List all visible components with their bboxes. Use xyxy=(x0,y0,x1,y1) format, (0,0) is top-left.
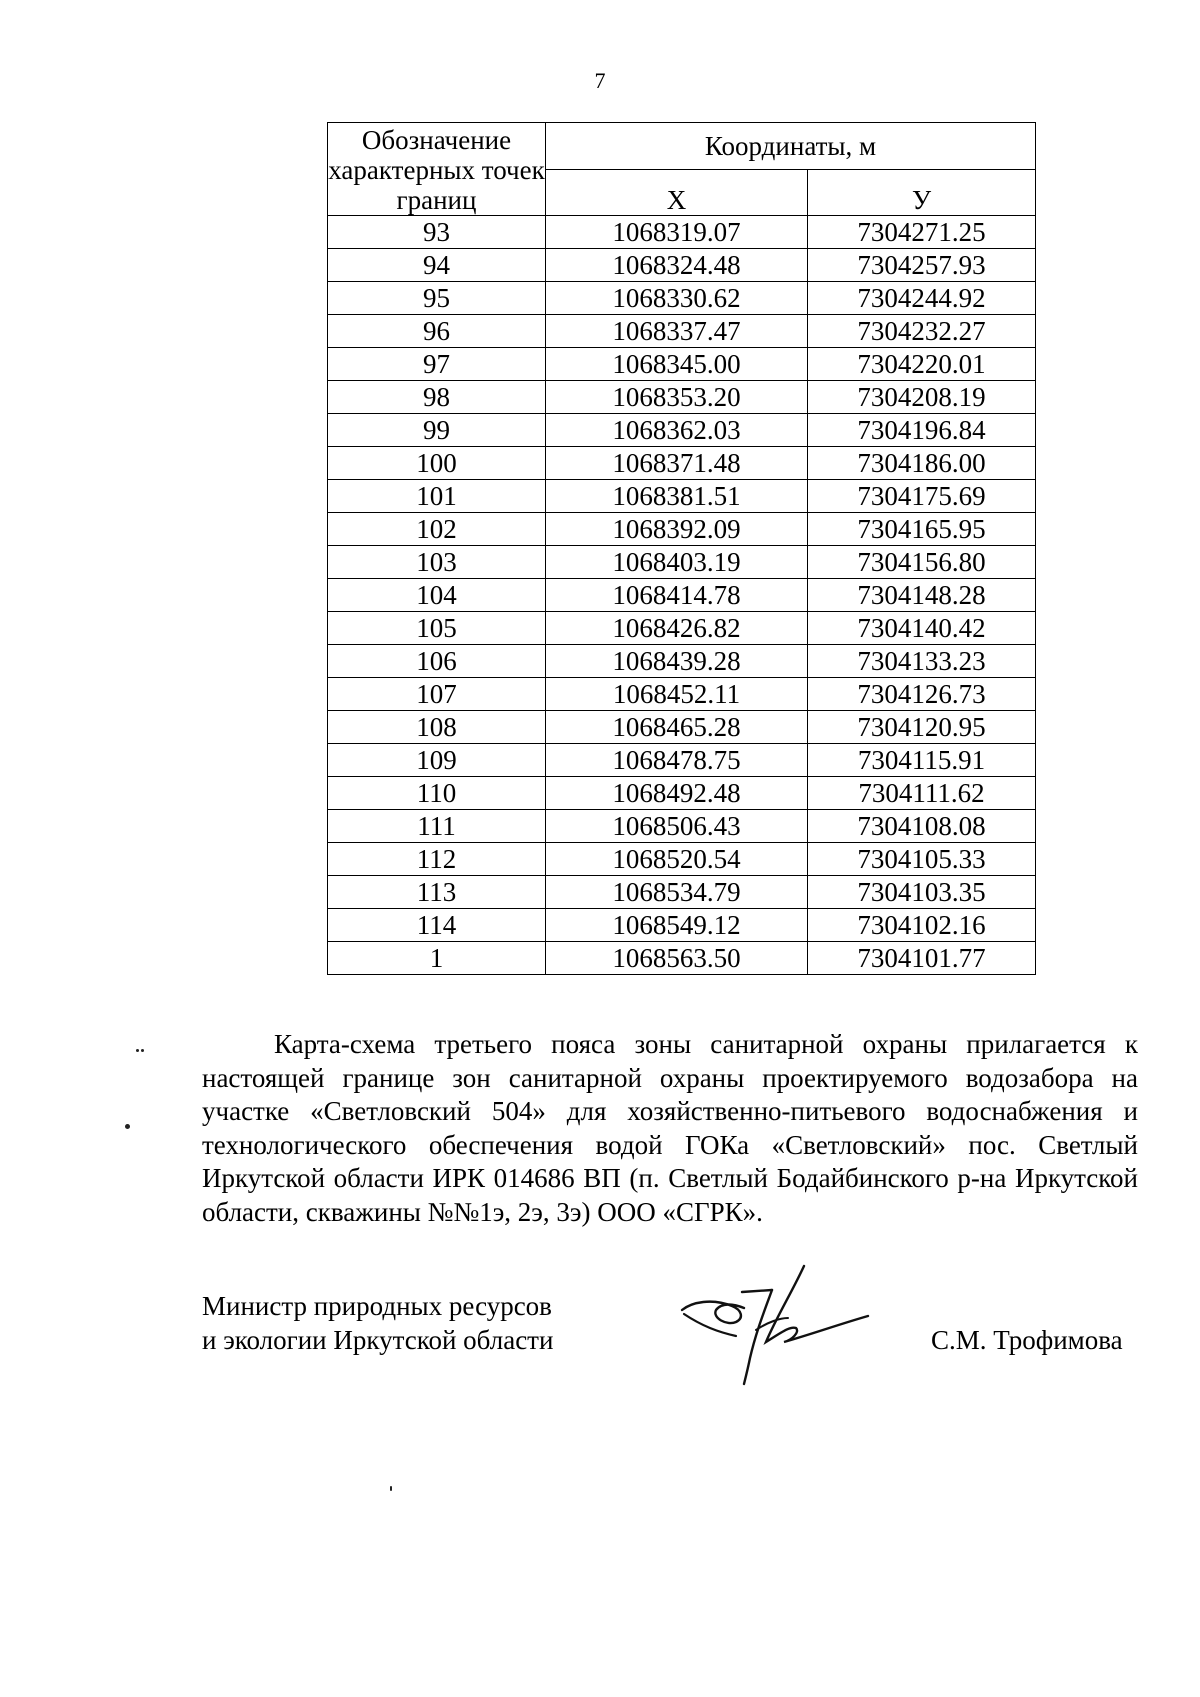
header-coordinates: Координаты, м xyxy=(546,123,1036,170)
table-row xyxy=(328,645,1036,678)
page-number: 7 xyxy=(594,68,606,93)
table-row xyxy=(328,249,1036,282)
cell-y: 7304148.28 xyxy=(808,579,1036,612)
cell-y: 7304196.84 xyxy=(808,414,1036,447)
cell-x: 1068439.28 xyxy=(546,645,808,678)
cell-x: 1068330.62 xyxy=(546,282,808,315)
cell-y: 7304102.16 xyxy=(808,909,1036,942)
body-paragraph: Карта-схема третьего пояса зоны санитарной охраны прилагается к настоящей границе зон санитарной охраны проектируемого водозабора на участке «Светловский 504» для хозяйственно-питьевого водоснабжения и технологического обеспечения водой ГОКа «Светловский» пос. Светлый Иркутской области ИРК 014686 ВП (п. Светлый Бодайбинского р-на Иркутской области, скважины №№1э, 2э, 3э) ООО «СГРК». xyxy=(202,1029,1138,1227)
cell-point: 96 xyxy=(328,315,546,348)
cell-x: 1068371.48 xyxy=(546,447,808,480)
cell-point: 95 xyxy=(328,282,546,315)
cell-point: 113 xyxy=(328,876,546,909)
table-row xyxy=(328,843,1036,876)
cell-point: 104 xyxy=(328,579,546,612)
coordinates-table xyxy=(327,122,1036,975)
table-row xyxy=(328,876,1036,909)
cell-y: 7304271.25 xyxy=(808,216,1036,249)
cell-point: 93 xyxy=(328,216,546,249)
cell-x: 1068492.48 xyxy=(546,777,808,810)
cell-y: 7304103.35 xyxy=(808,876,1036,909)
cell-x: 1068324.48 xyxy=(546,249,808,282)
cell-point: 108 xyxy=(328,711,546,744)
cell-point: 97 xyxy=(328,348,546,381)
cell-x: 1068506.43 xyxy=(546,810,808,843)
cell-point: 1 xyxy=(328,942,546,975)
table-row xyxy=(328,513,1036,546)
cell-y: 7304101.77 xyxy=(808,942,1036,975)
cell-point: 98 xyxy=(328,381,546,414)
table-row xyxy=(328,612,1036,645)
cell-point: 112 xyxy=(328,843,546,876)
table-row xyxy=(328,216,1036,249)
cell-point: 99 xyxy=(328,414,546,447)
table-row xyxy=(328,546,1036,579)
cell-x: 1068403.19 xyxy=(546,546,808,579)
table-row xyxy=(328,942,1036,975)
cell-y: 7304111.62 xyxy=(808,777,1036,810)
position-line-1: Министр природных ресурсов xyxy=(202,1291,552,1321)
cell-x: 1068392.09 xyxy=(546,513,808,546)
handwritten-signature xyxy=(672,1262,872,1388)
table-row xyxy=(328,315,1036,348)
cell-x: 1068337.47 xyxy=(546,315,808,348)
position-line-2: и экологии Иркутской области xyxy=(202,1324,554,1355)
cell-y: 7304175.69 xyxy=(808,480,1036,513)
cell-x: 1068426.82 xyxy=(546,612,808,645)
cell-point: 102 xyxy=(328,513,546,546)
cell-point: 114 xyxy=(328,909,546,942)
table-row xyxy=(328,909,1036,942)
table-row xyxy=(328,480,1036,513)
cell-x: 1068362.03 xyxy=(546,414,808,447)
cell-point: 110 xyxy=(328,777,546,810)
cell-y: 7304220.01 xyxy=(808,348,1036,381)
scan-speck xyxy=(390,1486,392,1491)
cell-x: 1068345.00 xyxy=(546,348,808,381)
cell-point: 109 xyxy=(328,744,546,777)
table-row xyxy=(328,282,1036,315)
cell-point: 105 xyxy=(328,612,546,645)
cell-x: 1068381.51 xyxy=(546,480,808,513)
table-row xyxy=(328,381,1036,414)
cell-y: 7304105.33 xyxy=(808,843,1036,876)
cell-y: 7304140.42 xyxy=(808,612,1036,645)
cell-x: 1068563.50 xyxy=(546,942,808,975)
scan-speck xyxy=(136,1049,139,1052)
table-row xyxy=(328,447,1036,480)
cell-x: 1068520.54 xyxy=(546,843,808,876)
scan-speck xyxy=(125,1124,130,1129)
cell-y: 7304186.00 xyxy=(808,447,1036,480)
cell-y: 7304115.91 xyxy=(808,744,1036,777)
cell-y: 7304108.08 xyxy=(808,810,1036,843)
cell-point: 106 xyxy=(328,645,546,678)
header-y: У xyxy=(808,169,1036,216)
cell-x: 1068478.75 xyxy=(546,744,808,777)
cell-y: 7304232.27 xyxy=(808,315,1036,348)
signatory-position xyxy=(202,1290,553,1357)
cell-x: 1068319.07 xyxy=(546,216,808,249)
table-row xyxy=(328,777,1036,810)
cell-y: 7304257.93 xyxy=(808,249,1036,282)
cell-y: 7304244.92 xyxy=(808,282,1036,315)
cell-x: 1068549.12 xyxy=(546,909,808,942)
cell-point: 111 xyxy=(328,810,546,843)
table-row xyxy=(328,414,1036,447)
cell-point: 94 xyxy=(328,249,546,282)
cell-x: 1068465.28 xyxy=(546,711,808,744)
table-row xyxy=(328,711,1036,744)
table-row xyxy=(328,579,1036,612)
cell-point: 101 xyxy=(328,480,546,513)
table-row xyxy=(328,678,1036,711)
cell-y: 7304133.23 xyxy=(808,645,1036,678)
cell-y: 7304165.95 xyxy=(808,513,1036,546)
cell-point: 107 xyxy=(328,678,546,711)
signatory-name: С.М. Трофимова xyxy=(931,1325,1123,1355)
cell-y: 7304120.95 xyxy=(808,711,1036,744)
table-row xyxy=(328,744,1036,777)
cell-x: 1068414.78 xyxy=(546,579,808,612)
table-row xyxy=(328,810,1036,843)
coordinates-table-body xyxy=(328,216,1036,975)
scan-speck xyxy=(141,1049,144,1052)
cell-y: 7304208.19 xyxy=(808,381,1036,414)
cell-point: 103 xyxy=(328,546,546,579)
cell-x: 1068452.11 xyxy=(546,678,808,711)
cell-y: 7304156.80 xyxy=(808,546,1036,579)
cell-y: 7304126.73 xyxy=(808,678,1036,711)
header-designation: Обозначение характерных точек границ xyxy=(328,123,546,216)
cell-point: 100 xyxy=(328,447,546,480)
header-x: X xyxy=(546,169,808,216)
cell-x: 1068534.79 xyxy=(546,876,808,909)
table-row xyxy=(328,348,1036,381)
cell-x: 1068353.20 xyxy=(546,381,808,414)
